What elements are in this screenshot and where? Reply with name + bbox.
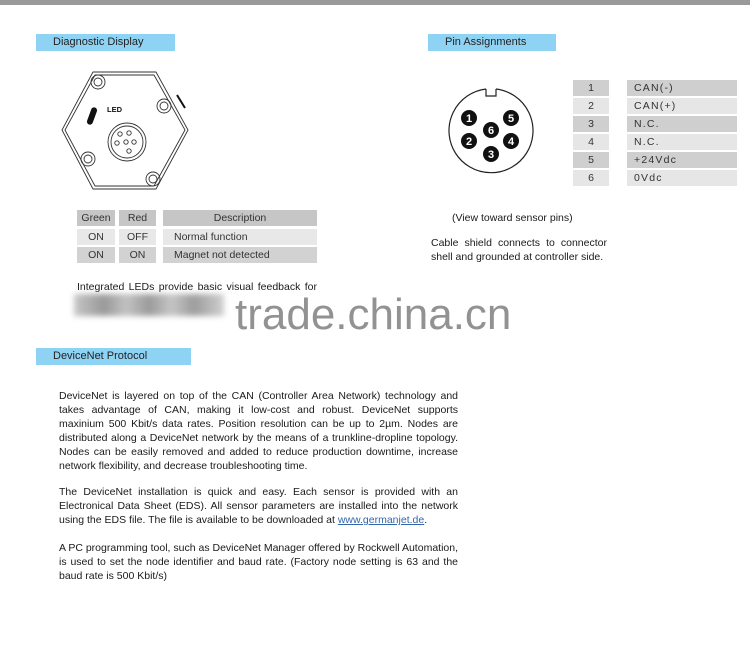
paragraph-2-end: .: [424, 514, 428, 526]
pin-number: 5: [573, 152, 609, 168]
sensor-device-diagram: [60, 68, 190, 193]
pin-number: 3: [573, 116, 609, 132]
cell-description: Normal function: [163, 229, 317, 245]
pin-1-label: 1: [465, 113, 473, 125]
pin-number: 6: [573, 170, 609, 186]
diagnostic-display-heading: Diagnostic Display: [36, 34, 175, 51]
cell-red: ON: [119, 247, 156, 263]
header-green: Green: [77, 210, 115, 226]
connector-pinout-diagram: [446, 86, 536, 176]
led-label: LED: [107, 105, 122, 114]
blurred-text-region: [74, 294, 224, 316]
top-divider-bar: [0, 0, 750, 5]
pin-assignments-heading: Pin Assignments: [428, 34, 556, 51]
pin-5-label: 5: [507, 113, 515, 125]
devicenet-protocol-heading: DeviceNet Protocol: [36, 348, 191, 365]
protocol-paragraph-3: A PC programming tool, such as DeviceNet Manager offered by Rockwell Automation, is used to set the node identifier and baud rate. (Factory node setting is 63 and the baud rate is 500 Kbit/s): [59, 542, 458, 582]
pin-number: 4: [573, 134, 609, 150]
header-description: Description: [163, 210, 317, 226]
pin-signal: 0Vdc: [627, 170, 737, 186]
cable-shield-note: Cable shield connects to connector shell and grounded at controller side.: [431, 237, 607, 263]
protocol-paragraph-2: [59, 485, 458, 527]
protocol-paragraph-1: DeviceNet is layered on top of the CAN (Controller Area Network) technology and takes advantage of CAN, making it low-cost and robust. DeviceNet supports maxinium 500 Kbit/s data rates. Position resolution can be up to 2µm. Nodes are distributed along a DeviceNet network by the means of a trunkline-dropline topology. Nodes can be easily removed and added to reduce production downtime, increase network flexibility, and decrease troubleshooting time.: [59, 390, 458, 472]
led-intro-text: Integrated LEDs provide basic visual feedback for: [77, 281, 317, 293]
pin-4-label: 4: [507, 136, 515, 148]
pin-2-label: 2: [465, 136, 473, 148]
cell-red: OFF: [119, 229, 156, 245]
pin-number: 2: [573, 98, 609, 114]
cell-green: ON: [77, 247, 115, 263]
watermark: trade.china.cn: [235, 290, 512, 339]
pin-3-label: 3: [487, 149, 495, 161]
pin-signal: CAN(-): [627, 80, 737, 96]
cell-description: Magnet not detected: [163, 247, 317, 263]
pin-signal: N.C.: [627, 116, 737, 132]
cell-green: ON: [77, 229, 115, 245]
pin-signal: N.C.: [627, 134, 737, 150]
germanjet-link[interactable]: www.germanjet.de: [337, 514, 425, 526]
paragraph-2-text: The DeviceNet installation is quick and easy. Each sensor is provided with an Electronical Data Sheet (EDS). All sensor parameters are installed into the network using the EDS file. The file is available to be downloaded at: [59, 486, 458, 526]
header-red: Red: [119, 210, 156, 226]
pin-6-label: 6: [487, 125, 495, 137]
pin-signal: CAN(+): [627, 98, 737, 114]
pin-number: 1: [573, 80, 609, 96]
pin-signal: +24Vdc: [627, 152, 737, 168]
led-indicator-icon: [86, 107, 98, 126]
pin-view-caption: (View toward sensor pins): [452, 212, 573, 224]
